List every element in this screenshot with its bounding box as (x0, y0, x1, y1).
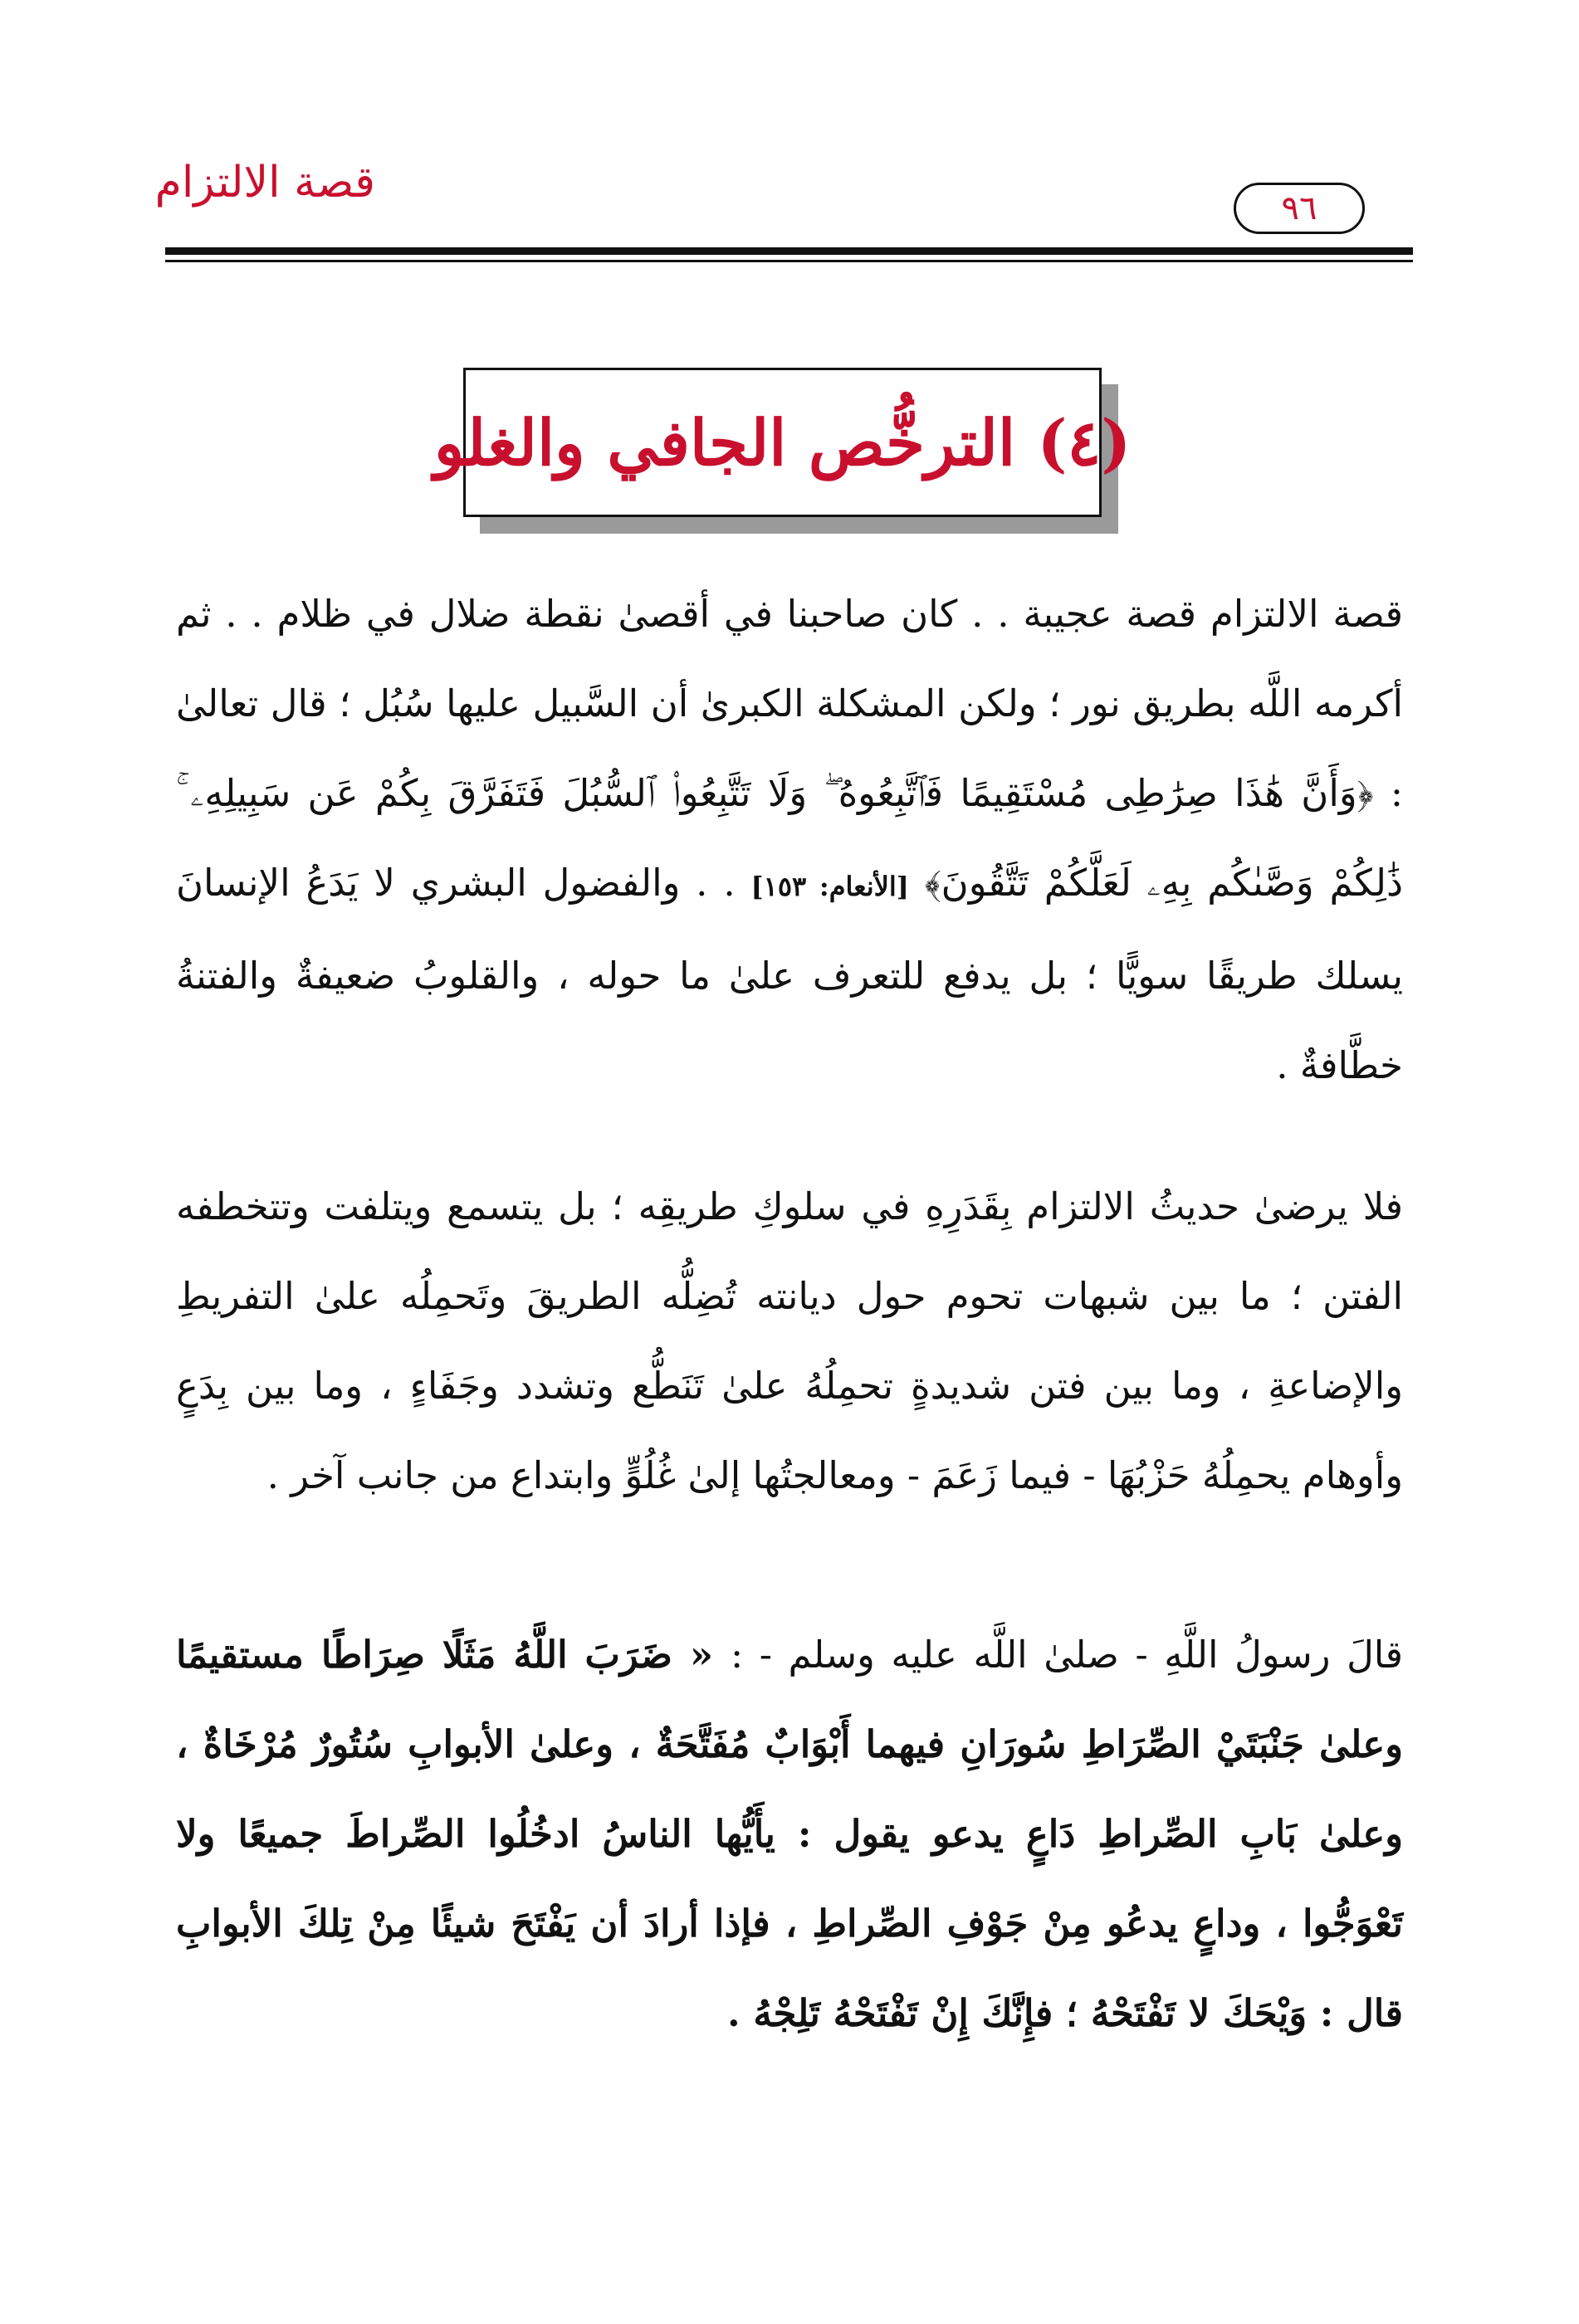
page-number: ٩٦ (1234, 183, 1365, 234)
paragraph-intro-text: قصة الالتزام قصة عجيبة . . كان صاحبنا في أقصىٰ نقطة ضلال في ظلام . . ثم أكرمه اللَّه بطريق نور ؛ ولكن المشكلة الكبرىٰ أن السَّبيل عليها سُبُل ؛ قال تعالىٰ : (176, 592, 1403, 815)
header-rule-thin (165, 260, 1413, 262)
book-title: قصة الالتزام (154, 158, 375, 208)
paragraph-hadith (176, 1610, 1403, 2058)
quran-verse: ﴿وَأَنَّ هَٰذَا صِرَٰطِى مُسْتَقِيمًا فَٱتَّبِعُوهُ ۖ وَلَا تَتَّبِعُوا۟ ٱلسُّبُلَ فَتَفَرَّقَ بِكُمْ عَن سَبِيلِهِۦ ۚ ذَٰلِكُمْ وَصَّىٰكُم بِهِۦ لَعَلَّكُمْ تَتَّقُونَ﴾ (176, 771, 1403, 905)
hadith-intro: قالَ رسولُ اللَّهِ - صلىٰ اللَّه عليه وسلم - : (730, 1633, 1403, 1677)
paragraph-intro (176, 569, 1403, 1111)
header-rule-thick (165, 247, 1413, 255)
paragraph-intro-rest: . . والفضول البشري لا يَدَعُ الإنسانَ يسلك طريقًا سويًّا ؛ بل يدفع للتعرف علىٰ ما حوله ، والقلوبُ ضعيفةٌ والفتنةُ خطَّافةٌ . (176, 861, 1403, 1087)
section-title-box (433, 368, 1132, 517)
paragraph-second: فلا يرضىٰ حديثُ الالتزام بِقَدَرِهِ في سلوكِ طريقِه ؛ بل يتسمع ويتلفت وتتخطفه الفتن ؛ ما بين شبهات تحوم حول ديانته تُضِلُّه الطريقَ وتَحمِلُه علىٰ التفريطِ والإضاعةِ ، وما بين فتن شديدةٍ تحمِلُهُ علىٰ تَنَطُّع وتشدد وجَفَاءٍ ، وما بين بِدَعٍ وأوهام يحمِلُهُ حَزْبُهَا - فيما زَعَمَ - ومعالجتُها إلىٰ غُلُوٍّ وابتداع من جانب آخر . (176, 1184, 1403, 1497)
hadith-text: « ضَرَبَ اللَّهُ مَثَلًا صِرَاطًا مستقيمًا وعلىٰ جَنْبَتَيْ الصِّرَاطِ سُورَانِ فيهما أَبْوَابٌ مُفَتَّحَةٌ ، وعلىٰ الأبوابِ سُتُورٌ مُرْخَاةٌ ، وعلىٰ بَابِ الصِّراطِ دَاعٍ يدعو يقول : يأَيُّها الناسُ ادخُلُوا الصِّراطَ جميعًا ولا تَعْوَجُّوا ، وداعٍ يدعُو مِنْ جَوْفِ الصِّراطِ ، فإذا أرادَ أن يَفْتَحَ شيئًا مِنْ تِلكَ الأبوابِ قال : وَيْحَكَ لا تَفْتَحْهُ ؛ فإِنَّكَ إِنْ تَفْتَحْهُ تَلِجْهُ . (176, 1633, 1403, 2035)
verse-reference: [الأنعام: ١٥٣] (750, 871, 909, 902)
page-header (0, 0, 1579, 274)
section-title: (٤) الترخُّص الجافي والغلو (433, 405, 1132, 480)
